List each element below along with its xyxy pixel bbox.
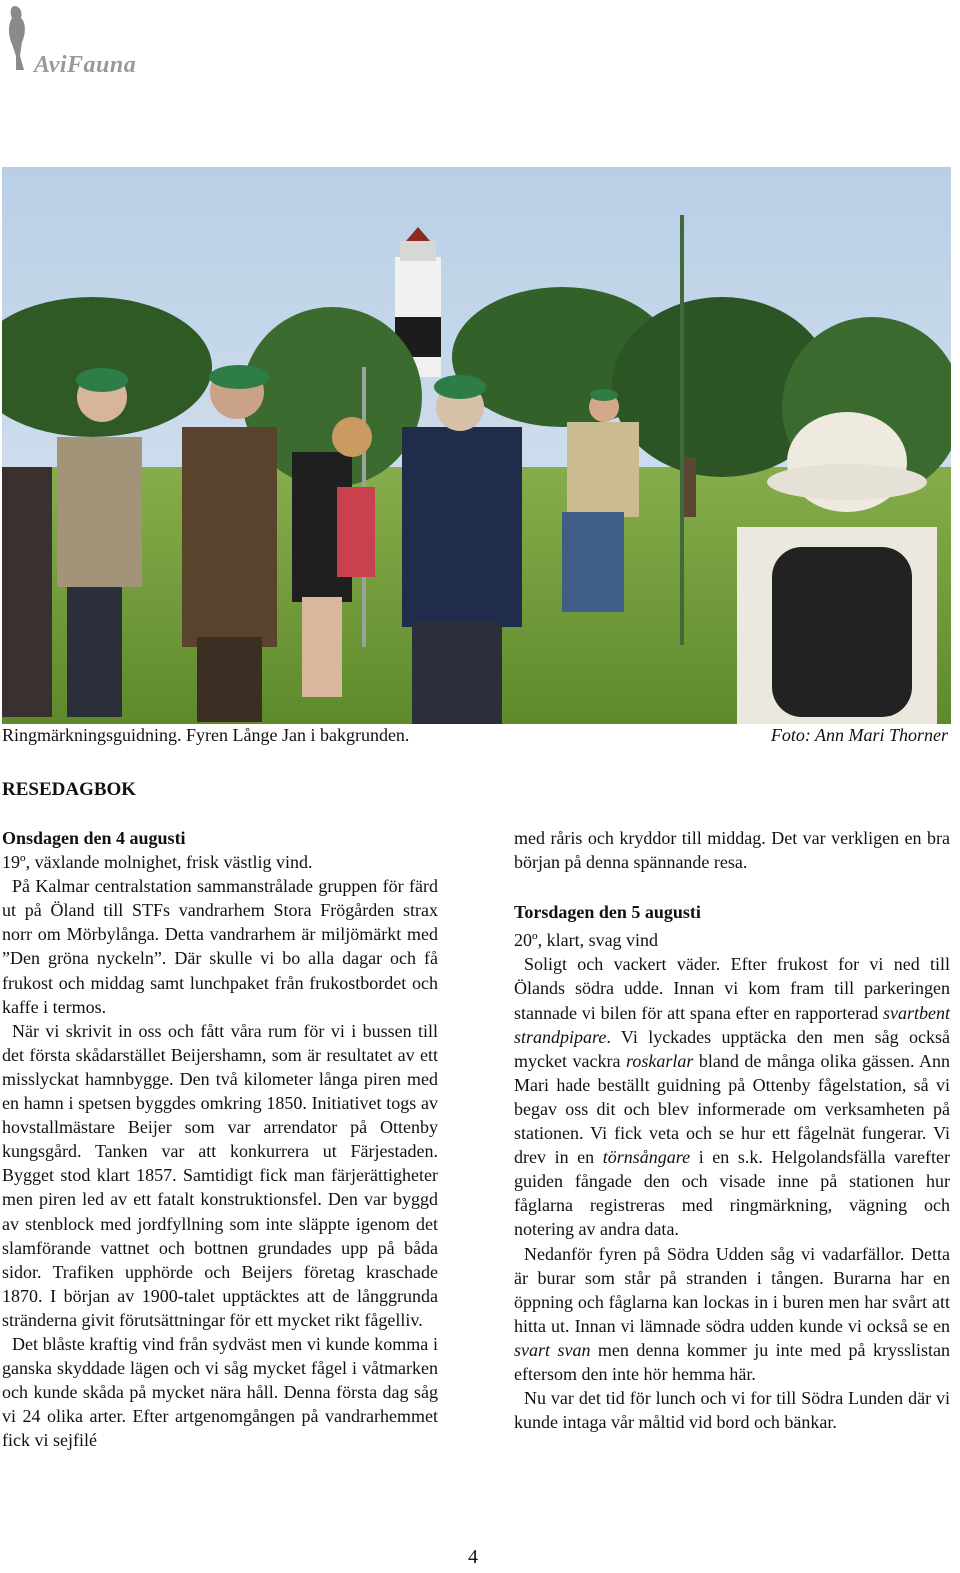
species-name: törnsångare xyxy=(602,1147,691,1168)
page-number: 4 xyxy=(468,1546,478,1568)
species-name: svartbent strandpipare xyxy=(514,1002,950,1047)
weather-line-wednesday: 19º, växlande molnighet, frisk västlig vind. xyxy=(2,852,313,873)
paragraph: Nu var det tid för lunch och vi for till Södra Lunden där vi kunde intaga vår måltid vid bord och bänkar. xyxy=(514,1388,950,1433)
species-name: svart svan xyxy=(514,1339,591,1360)
bird-silhouette-icon xyxy=(4,4,34,76)
species-name: roskarlar xyxy=(626,1050,694,1071)
right-column xyxy=(514,826,950,1434)
person-left-edge xyxy=(2,467,52,717)
paragraph: När vi skrivit in oss och fått våra rum för vi i bussen till det första skådarstället Beijershamn, som är resultatet av ett misslyckat hamnbygge. Den två kilometer långa piren med en hamn i spetsen byggdes omkring 1850. Initiativet togs av hovstallmästare Beijer som var arrendator på Ottenby kungsgård. Tanken var att konkurrera ut Färjestaden. Bygget stod klart 1857. Samtidigt fick man färjerättigheter men piren led av ett fatalt konstruktionsfel. Den var byggd av stenblock med jordfyllning som inte släppte igenom det slamförande vattnet och bottnen grundades upp på båda sidor. Trafiken upphörde och Beijers företag kraschade 1870. I början av 1900-talet upptäcktes att de långgrunda stränderna givit förutsättningar för ett mycket rikt fågelliv. xyxy=(2,1020,438,1330)
weather-line-thursday: 20º, klart, svag vind xyxy=(514,930,659,951)
group-photo-illustration xyxy=(2,167,951,724)
day-heading-thursday: Torsdagen den 5 augusti xyxy=(514,902,701,923)
paragraph: På Kalmar centralstation sammanstrålade gruppen för färd ut på Öland till STFs vandrarhem Stora Frögården strax norr om Mörbylånga. Detta vandrarhem är miljömärkt med ”Den gröna nyckeln”. Där skulle vi bo alla dagar och få frukost och middag samt lunchpaket från frukostbordet och kaffe i termos. xyxy=(2,876,438,1017)
paragraph: Det blåste kraftig vind från sydväst men vi kunde komma i ganska skyddade lägen och vi såg mycket fågel i våtmarken och kunde skåda på mycket nära håll. Denna första dag såg vi 24 olika arter. Efter artgenomgången på vandrarhemmet fick vi sejfilé xyxy=(2,1333,438,1451)
avifauna-logo xyxy=(4,4,174,76)
paragraph-continued: med råris och kryddor till middag. Det var verkligen en bra början på denna spännande resa. xyxy=(514,828,950,873)
section-title: RESEDAGBOK xyxy=(2,779,137,800)
logo-text: AviFauna xyxy=(34,52,137,78)
photo-caption: Ringmärkningsguidning. Fyren Långe Jan i bakgrunden. xyxy=(2,725,410,745)
photo-ringmarking-group xyxy=(2,167,951,724)
paragraph: Nedanför fyren på Södra Udden såg vi vadarfällor. Detta är burar som står på stranden i tången. Burarna har en öppning och fåglarna kan lockas in i buren men har svårt att hitta ut. Innan vi lämnade södra udden kunde vi också se en svart svan men denna kommer ju inte med på krysslistan eftersom den inte hör hemma här. xyxy=(514,1243,950,1384)
photo-credit: Foto: Ann Mari Thorner xyxy=(770,725,948,745)
paragraph: Soligt och vackert väder. Efter frukost for vi ned till Ölands södra udde. Innan vi kom fram till parkeringen stannade vi bilen för att spana efter en rapporterad svartbent strandpipare. Vi lyckades upptäcka den men såg också mycket vackra roskarlar bland de många olika gässen. Ann Mari hade beställt guidning på Ottenby fågelstation, så vi begav oss dit och blev informerade om verksamheten på stationen. Vi fick veta och se hur ett fågelnät fungerar. Vi drev in en törnsångare i en s.k. Helgolandsfälla varefter guiden fångade den och visade inne på stationen hur fåglarna registreras med ringmärkning, vägning och notering av andra data. xyxy=(514,954,950,1240)
day-heading-wednesday: Onsdagen den 4 augusti xyxy=(2,828,186,848)
left-column xyxy=(2,826,438,1452)
